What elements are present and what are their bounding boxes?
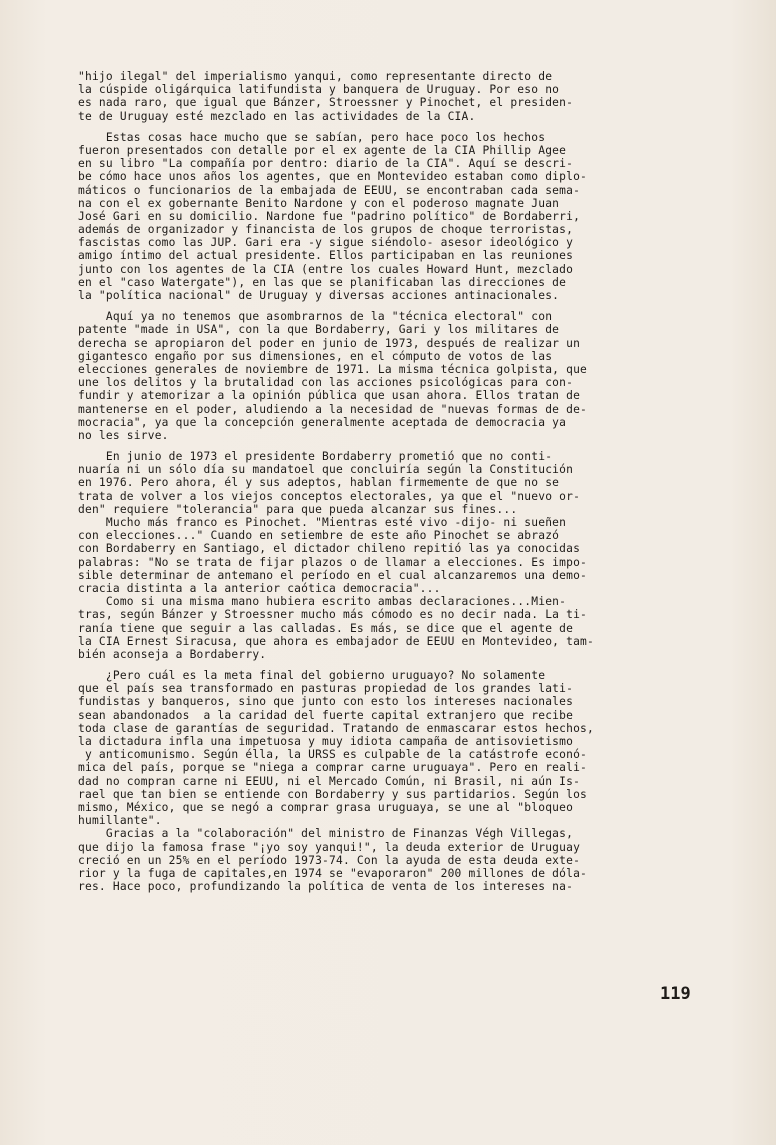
body-text xyxy=(78,70,698,893)
text-line: Estas cosas hace mucho que se sabían, pero hace poco los hechos xyxy=(78,130,546,144)
page-number: 119 xyxy=(660,984,691,1004)
text-line: mocracia", ya que la concepción generalmente aceptada de democracia ya xyxy=(78,415,567,429)
text-line: elecciones generales de noviembre de 1971. La misma técnica golpista, que xyxy=(78,362,588,376)
text-line: con Bordaberry en Santiago, el dictador chileno repitió las ya conocidas xyxy=(78,542,581,556)
text-line: fascistas como las JUP. Gari era -y sigue siéndolo- asesor ideológico y xyxy=(78,236,574,250)
text-line: además de organizador y financista de los grupos de choque terroristas, xyxy=(78,223,574,237)
text-line: ¿Pero cuál es la meta final del gobierno uruguayo? No solamente xyxy=(78,669,546,683)
text-line: "hijo ilegal" del imperialismo yanqui, como representante directo de xyxy=(78,70,553,83)
text-line: la CIA Ernest Siracusa, que ahora es embajador de EEUU en Montevideo, tam- xyxy=(78,634,595,648)
text-line: res. Hace poco, profundizando la política de venta de los intereses na- xyxy=(78,880,574,894)
text-line: máticos o funcionarios de la embajada de EEUU, se encontraban cada sema- xyxy=(78,183,581,197)
text-line: fundir y atemorizar a la opinión pública que usan ahora. Ellos tratan de xyxy=(78,389,581,403)
text-line: en el "caso Watergate"), en las que se planificaban las direcciones de xyxy=(78,275,567,289)
text-line: la dictadura infla una impetuosa y muy idiota campaña de antisovietismo xyxy=(78,735,574,748)
paragraph xyxy=(78,70,698,123)
text-line: patente "made in USA", con la que Bordaberry, Gari y los militares de xyxy=(78,323,560,337)
text-line: cracia distinta a la anterior caótica democracia"... xyxy=(78,581,441,595)
text-line: fueron presentados con detalle por el ex agente de la CIA Phillip Agee xyxy=(78,143,567,157)
text-line: sean abandonados a la caridad del fuerte capital extranjero que recibe xyxy=(78,708,574,722)
paragraph xyxy=(78,669,698,893)
paragraph-gap xyxy=(78,661,698,669)
text-line: José Gari en su domicilio. Nardone fue "padrino político" de Bordaberri, xyxy=(78,209,581,223)
text-line: sible determinar de antemano el período en el cual alcanzaremos una demo- xyxy=(78,568,588,582)
text-line: la "política nacional" de Uruguay y diversas acciones antinacionales. xyxy=(78,289,560,302)
text-line: fundistas y banqueros, sino que junto con esto los intereses nacionales xyxy=(78,695,574,709)
text-line: Mucho más franco es Pinochet. "Mientras esté vivo -dijo- ni sueñen xyxy=(78,516,567,529)
text-line: junto con los agentes de la CIA (entre los cuales Howard Hunt, mezclado xyxy=(78,262,574,276)
text-line: que el país sea transformado en pasturas propiedad de los grandes lati- xyxy=(78,682,574,696)
text-line: amigo íntimo del actual presidente. Ellos participaban en las reuniones xyxy=(78,249,574,263)
text-line: En junio de 1973 el presidente Bordaberry prometió que no conti- xyxy=(78,450,553,464)
text-line: tras, según Bánzer y Stroessner mucho más cómodo es no decir nada. La ti- xyxy=(78,608,588,622)
paragraph-gap xyxy=(78,442,698,450)
paragraph xyxy=(78,450,698,661)
text-line: mismo, México, que se negó a comprar grasa uruguaya, se une al "bloqueo xyxy=(78,800,574,814)
text-line: humillante". xyxy=(78,814,162,828)
text-line: gigantesco engaño por sus dimensiones, en el cómputo de votos de las xyxy=(78,349,553,363)
text-line: rior y la fuga de capitales,en 1974 se "evaporaron" 200 millones de dóla- xyxy=(78,866,588,880)
paragraph xyxy=(78,131,698,302)
text-line: creció en un 25% en el período 1973-74. Con la ayuda de esta deuda exte- xyxy=(78,853,581,867)
text-line: derecha se apropiaron del poder en junio de 1973, después de realizar un xyxy=(78,336,581,350)
paragraph-gap xyxy=(78,302,698,310)
text-line: Como si una misma mano hubiera escrito ambas declaraciones...Mien- xyxy=(78,595,567,609)
paragraph xyxy=(78,310,698,442)
text-line: trata de volver a los viejos conceptos electorales, ya que el "nuevo or- xyxy=(78,489,581,503)
text-line: Gracias a la "colaboración" del ministro de Finanzas Végh Villegas, xyxy=(78,827,574,841)
text-line: nuaría ni un sólo día su mandatoel que concluiría según la Constitución xyxy=(78,463,574,477)
text-line: en 1976. Pero ahora, él y sus adeptos, hablan firmemente de que no se xyxy=(78,476,560,490)
text-line: que dijo la famosa frase "¡yo soy yanqui!", la deuda exterior de Uruguay xyxy=(78,840,581,854)
text-line: ranía tiene que seguir a las calladas. Es más, se dice que el agente de xyxy=(78,621,574,635)
text-line: en su libro "La compañía por dentro: diario de la CIA". Aquí se descri- xyxy=(78,157,574,171)
text-line: toda clase de garantías de seguridad. Tratando de enmascarar estos hechos, xyxy=(78,721,595,735)
text-line: mica del país, porque se "niega a comprar carne uruguaya". Pero en reali- xyxy=(78,761,588,775)
text-line: mantenerse en el poder, aludiendo a la necesidad de "nuevas formas de de- xyxy=(78,402,588,416)
text-line: be cómo hace unos años los agentes, que en Montevideo estaban como diplo- xyxy=(78,170,588,184)
text-line: rael que tan bien se entiende con Bordaberry y sus partidarios. Según los xyxy=(78,787,588,801)
text-line: bién aconseja a Bordaberry. xyxy=(78,647,267,661)
text-line: y anticomunismo. Según élla, la URSS es culpable de la catástrofe econó- xyxy=(78,748,588,762)
text-line: Aquí ya no tenemos que asombrarnos de la "técnica electoral" con xyxy=(78,310,553,324)
text-line: la cúspide oligárquica latifundista y banquera de Uruguay. Por eso no xyxy=(78,83,560,97)
text-line: na con el ex gobernante Benito Nardone y con el poderoso magnate Juan xyxy=(78,196,560,210)
text-line: palabras: "No se trata de fijar plazos o de llamar a elecciones. Es impo- xyxy=(78,555,588,569)
text-line: te de Uruguay esté mezclado en las actividades de la CIA. xyxy=(78,109,476,123)
text-line: den" requiere "tolerancia" para que pueda alcanzar sus fines... xyxy=(78,502,518,516)
text-line: con elecciones..." Cuando en setiembre de este año Pinochet se abrazó xyxy=(78,529,560,543)
text-line: dad no compran carne ni EEUU, ni el Mercado Común, ni Brasil, ni aún Is- xyxy=(78,774,581,788)
paragraph-gap xyxy=(78,123,698,131)
text-line: no les sirve. xyxy=(78,428,169,442)
text-line: une los delitos y la brutalidad con las acciones psicológicas para con- xyxy=(78,376,574,390)
text-line: es nada raro, que igual que Bánzer, Stroessner y Pinochet, el presiden- xyxy=(78,96,574,110)
